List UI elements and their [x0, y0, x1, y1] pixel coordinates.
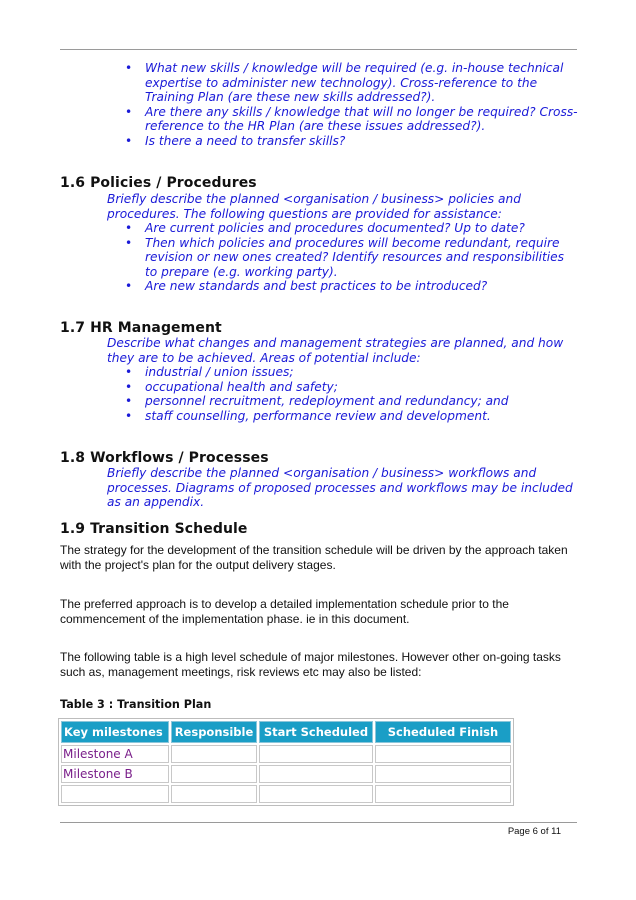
bullet-icon: • [125, 61, 133, 75]
bullet-icon: • [125, 235, 133, 250]
section-heading-hr: 1.7 HR Management [60, 320, 222, 336]
table-header-row [61, 721, 511, 743]
column-header: Key milestones [61, 721, 169, 743]
transition-plan-table [58, 718, 514, 806]
hr-intro: Describe what changes and management strategies are planned, and how they are to be achieved. Areas of potential include: [107, 336, 564, 365]
bullet-icon: • [125, 133, 133, 148]
bullet-icon: • [125, 408, 133, 423]
header-rule [60, 49, 577, 50]
milestone-cell: Milestone A [61, 745, 169, 763]
list-item: • personnel recruitment, redeployment and redundancy; and [125, 394, 509, 409]
bullet-icon: • [125, 221, 133, 235]
table-cell [259, 765, 373, 783]
table-row [61, 765, 511, 783]
table-cell [259, 745, 373, 763]
list-item: • Are current policies and procedures documented? Up to date? [125, 221, 525, 235]
table-cell [375, 785, 511, 803]
table-caption: Table 3 : Transition Plan [60, 698, 212, 711]
table-cell [375, 745, 511, 763]
column-header: Scheduled Finish [375, 721, 511, 743]
list-item: • staff counselling, performance review and development. [125, 408, 491, 423]
column-header: Start Scheduled [259, 721, 373, 743]
transition-paragraph-3: The following table is a high level schedule of major milestones. However other on-going tasks such as, management meetings, risk reviews etc may also be listed: [60, 650, 561, 679]
table-cell [171, 785, 257, 803]
transition-paragraph-1: The strategy for the development of the transition schedule will be driven by the approach taken with the project's plan for the output delivery stages. [60, 543, 568, 572]
table-row [61, 785, 511, 803]
section-heading-transition: 1.9 Transition Schedule [60, 521, 248, 537]
policies-bullet-list [125, 221, 580, 294]
top-bullet-list [125, 61, 580, 149]
workflows-intro: Briefly describe the planned <organisation / business> workflows and processes. Diagrams of proposed processes and workflows may be included as an appendix. [107, 466, 573, 510]
table-row [61, 745, 511, 763]
list-item: • industrial / union issues; [125, 365, 294, 379]
footer-rule [60, 822, 577, 823]
policies-intro: Briefly describe the planned <organisation / business> policies and procedures. The following questions are provided for assistance: [107, 192, 521, 221]
page-number: Page 6 of 11 [507, 826, 561, 837]
milestone-cell: Milestone B [61, 765, 169, 783]
list-item: • Is there a need to transfer skills? [125, 133, 346, 148]
table-cell [375, 765, 511, 783]
table-cell [171, 765, 257, 783]
list-item: • What new skills / knowledge will be required (e.g. in-house technical expertise to administer new technology). Cross-reference to the Training Plan (are these new skills addressed?). [125, 61, 564, 105]
list-item: • Are new standards and best practices to be introduced? [125, 279, 488, 294]
list-item: • Are there any skills / knowledge that will no longer be required? Cross-reference to the HR Plan (are these issues addressed?). [125, 104, 578, 134]
section-heading-workflows: 1.8 Workflows / Processes [60, 450, 269, 466]
milestone-cell [61, 785, 169, 803]
hr-bullet-list [125, 365, 580, 423]
list-item: • occupational health and safety; [125, 379, 338, 394]
column-header: Responsible [171, 721, 257, 743]
transition-paragraph-2: The preferred approach is to develop a detailed implementation schedule prior to the commencement of the implementation phase. ie in this document. [60, 597, 509, 626]
list-item: • Then which policies and procedures will become redundant, require revision or new ones created? Identify resources and responsibilities to prepare (e.g. working party). [125, 235, 565, 279]
section-heading-policies: 1.6 Policies / Procedures [60, 175, 257, 191]
bullet-icon: • [125, 394, 133, 409]
bullet-icon: • [125, 104, 133, 119]
table-cell [171, 745, 257, 763]
bullet-icon: • [125, 379, 133, 394]
bullet-icon: • [125, 365, 133, 379]
bullet-icon: • [125, 279, 133, 294]
table-cell [259, 785, 373, 803]
